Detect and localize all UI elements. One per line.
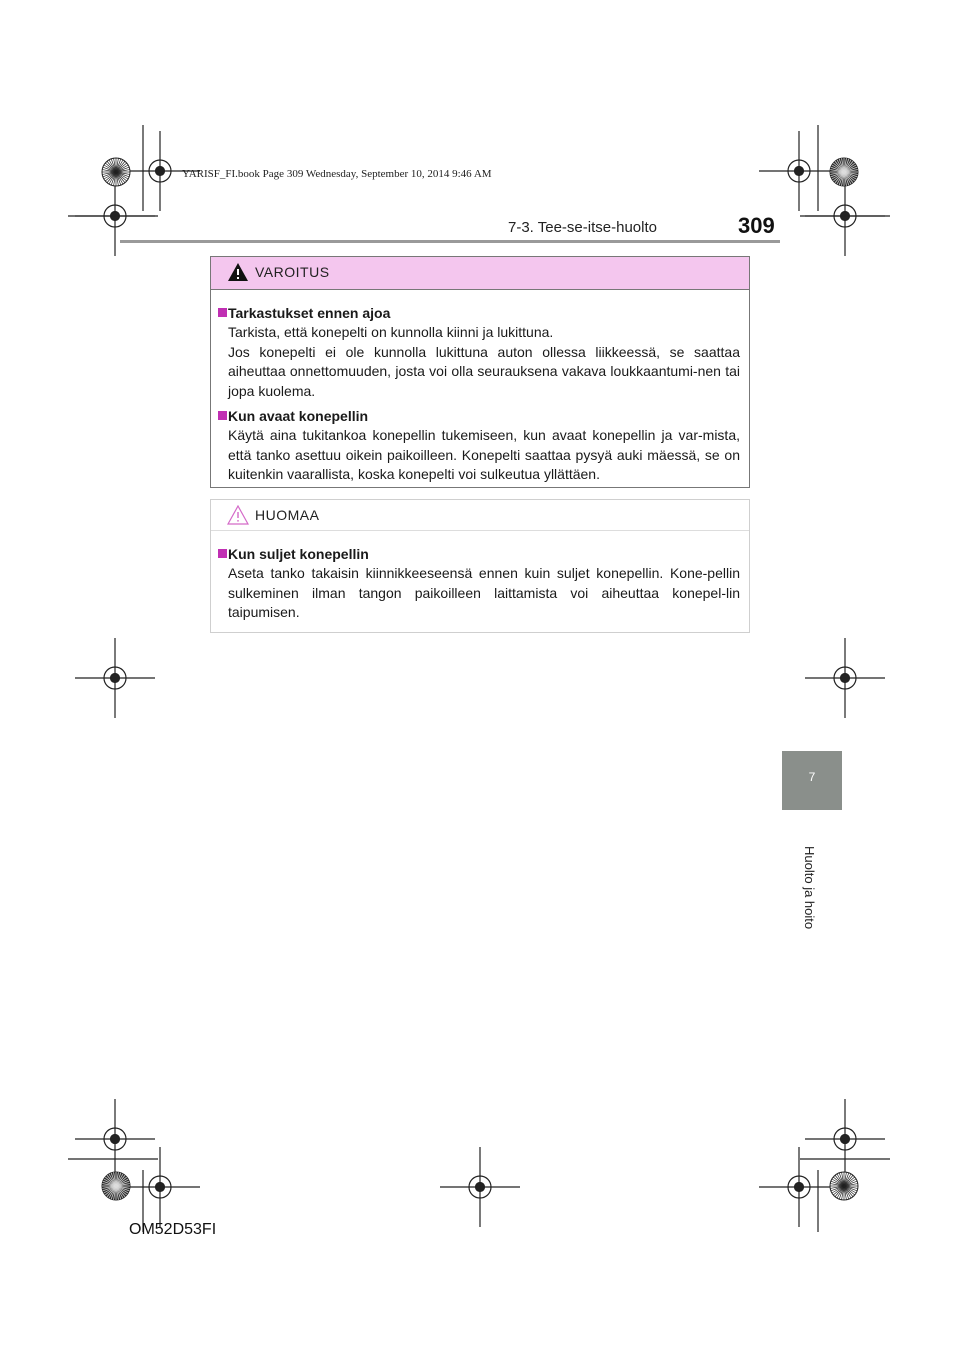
crosshair-mark — [759, 131, 839, 211]
notice-item-text: Aseta tanko takaisin kiinnikkeeseensä ennen kuin suljet konepellin. Kone-pellin sulkeminen ilman tangon paikoilleen laittamista voi aiheuttaa konepel-lin taipumisen. — [228, 565, 740, 620]
warning-triangle-icon — [227, 262, 249, 282]
crosshair-mark — [805, 638, 885, 718]
crosshair-mark — [440, 1147, 520, 1227]
chapter-label: Huolto ja hoito — [802, 846, 817, 930]
notice-item-heading: Kun suljet konepellin — [218, 544, 740, 564]
warning-item-heading: Kun avaat konepellin — [218, 406, 740, 426]
crosshair-mark — [75, 638, 155, 718]
square-bullet-icon — [218, 308, 227, 317]
warning-item-text: Tarkista, että konepelti on kunnolla kiinni ja lukittuna. — [228, 324, 554, 340]
warning-item-heading: Tarkastukset ennen ajoa — [218, 303, 740, 323]
notice-box — [210, 499, 750, 633]
warning-item-text: Käytä aina tukitankoa konepellin tukemiseen, kun avaat konepellin ja var-mista, että tanko asettuu oikein paikoilleen. Konepelti saattaa pysyä auki mäessä, se on kuitenkin vaarallista, koska konepelti voi sulkeutua yllättäen. — [228, 427, 740, 482]
starburst-mark — [830, 158, 858, 186]
starburst-mark — [102, 158, 130, 186]
notice-header — [211, 500, 749, 531]
warning-box — [210, 256, 750, 488]
notice-title: HUOMAA — [255, 507, 320, 523]
header-rule — [120, 240, 780, 243]
section-title: 7-3. Tee-se-itse-huolto — [508, 219, 657, 236]
square-bullet-icon — [218, 549, 227, 558]
starburst-mark — [102, 1172, 130, 1200]
book-info-line: YARISF_FI.book Page 309 Wednesday, September 10, 2014 9:46 AM — [182, 168, 492, 180]
warning-item-text: Jos konepelti ei ole kunnolla lukittuna auton ollessa liikkeessä, se saattaa aiheuttaa onnettomuuden, josta voi olla seurauksena vakava loukkaantumi-nen tai jopa kuolema. — [228, 343, 740, 399]
crosshair-mark — [805, 1099, 885, 1179]
square-bullet-icon — [218, 411, 227, 420]
crosshair-mark — [805, 176, 885, 256]
starburst-mark — [830, 1172, 858, 1200]
chapter-number: 7 — [808, 770, 816, 784]
page-number: 309 — [738, 213, 775, 238]
warning-header — [211, 257, 749, 290]
warning-title: VAROITUS — [255, 264, 330, 280]
document-code: OM52D53FI — [129, 1221, 217, 1238]
caution-triangle-outline-icon — [227, 505, 249, 525]
crosshair-mark — [75, 1099, 155, 1179]
